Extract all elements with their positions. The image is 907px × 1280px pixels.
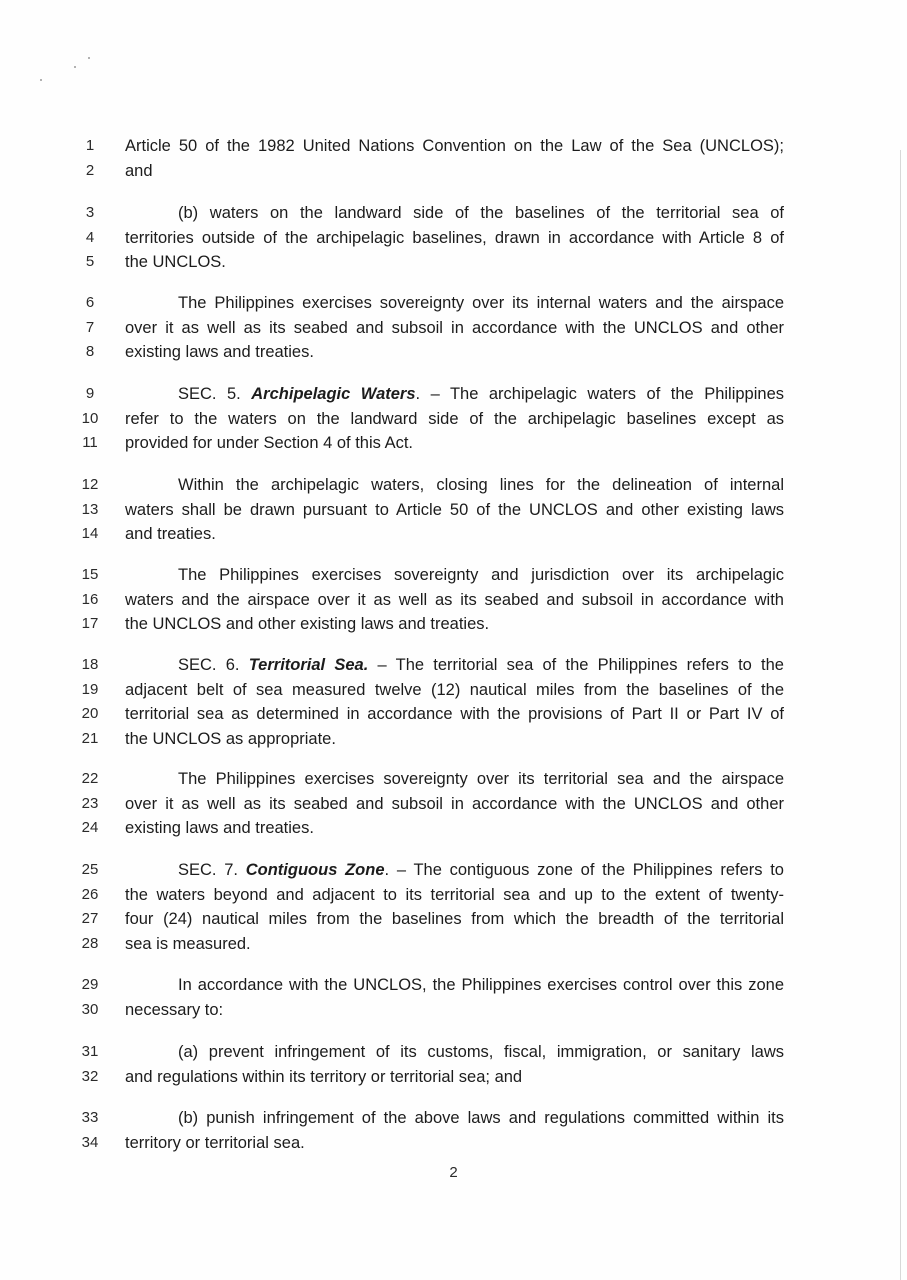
text-line (0, 767, 907, 792)
line-number: 3 (85, 204, 95, 221)
line-text: In accordance with the UNCLOS, the Philippines exercises control over this zone (178, 976, 784, 994)
line-number: 33 (81, 1109, 99, 1126)
line-number: 29 (81, 976, 99, 993)
line-text: territories outside of the archipelagic baselines, drawn in accordance with Article 8 of (125, 228, 784, 247)
line-number: 9 (85, 385, 95, 402)
line-text: waters shall be drawn pursuant to Article 50 of the UNCLOS and other existing laws (125, 500, 784, 519)
paragraph (0, 858, 907, 956)
line-text: the UNCLOS as appropriate. (125, 729, 336, 748)
line-number: 11 (82, 434, 98, 451)
text-line (0, 1131, 907, 1156)
scan-speck (88, 57, 90, 59)
line-number: 27 (81, 910, 99, 927)
paragraph (0, 473, 907, 547)
line-number: 23 (81, 794, 99, 812)
section-heading-line (178, 382, 784, 407)
text-line (0, 473, 907, 498)
paragraph (0, 291, 907, 365)
line-text: and regulations within its territory or territorial sea; and (125, 1067, 523, 1086)
paragraph (0, 653, 907, 751)
text-line (0, 563, 907, 588)
section-text: . – The archipelagic waters of the Philippines (415, 385, 784, 403)
line-text: The Philippines exercises sovereignty over its territorial sea and the airspace (178, 770, 784, 788)
paragraph (0, 134, 907, 183)
text-line (0, 250, 907, 275)
line-number: 13 (81, 500, 99, 518)
text-line (0, 226, 907, 251)
scan-speck (74, 66, 76, 68)
section-label: SEC. 6. (178, 656, 249, 674)
line-text: waters and the airspace over it as well as its seabed and subsoil in accordance with (125, 590, 784, 609)
line-number: 21 (81, 729, 99, 747)
text-line (0, 883, 907, 908)
text-line (0, 858, 907, 883)
line-number: 6 (85, 294, 95, 311)
text-line (0, 612, 907, 637)
line-text: adjacent belt of sea measured twelve (12) nautical miles from the baselines of the (125, 680, 784, 699)
line-number: 8 (85, 343, 95, 360)
text-line (0, 792, 907, 817)
line-text: and (125, 161, 153, 180)
line-number: 26 (81, 885, 99, 903)
line-text: provided for under Section 4 of this Act. (125, 434, 414, 452)
line-number: 18 (81, 656, 99, 673)
line-text: the UNCLOS. (125, 253, 226, 271)
page-number: 2 (449, 1164, 458, 1181)
line-number: 16 (81, 590, 99, 608)
line-number: 5 (85, 253, 95, 270)
line-number: 32 (81, 1067, 99, 1085)
text-line (0, 678, 907, 703)
line-number: 30 (81, 1000, 99, 1018)
line-text: necessary to: (125, 1000, 224, 1019)
line-text: sea is measured. (125, 934, 251, 953)
line-number: 10 (81, 409, 99, 427)
section-text: . – The contiguous zone of the Philippines refers to (384, 861, 784, 879)
line-number: 7 (85, 318, 95, 336)
line-number: 24 (81, 819, 99, 836)
paragraph (0, 201, 907, 275)
line-number: 34 (81, 1133, 99, 1151)
line-text: the UNCLOS and other existing laws and treaties. (125, 615, 490, 633)
text-line (0, 932, 907, 957)
text-line (0, 588, 907, 613)
text-line (0, 727, 907, 752)
line-text: (b) waters on the landward side of the baselines of the territorial sea of (178, 204, 784, 222)
section-title: Contiguous Zone (245, 861, 385, 879)
text-line (0, 159, 907, 184)
line-text: refer to the waters on the landward side of the archipelagic baselines except as (125, 409, 784, 428)
paragraph (0, 382, 907, 456)
line-number: 25 (81, 861, 99, 878)
text-line (0, 816, 907, 841)
text-line (0, 702, 907, 727)
line-text: territorial sea as determined in accordance with the provisions of Part II or Part IV of (125, 705, 784, 723)
line-text: four (24) nautical miles from the baselines from which the breadth of the territorial (125, 910, 784, 928)
line-number: 14 (81, 525, 99, 542)
text-line (0, 653, 907, 678)
line-number: 22 (81, 770, 99, 787)
line-text: Article 50 of the 1982 United Nations Convention on the Law of the Sea (UNCLOS); (125, 137, 784, 155)
line-number: 17 (81, 615, 99, 632)
text-line (0, 498, 907, 523)
text-line (0, 316, 907, 341)
line-text: existing laws and treaties. (125, 343, 314, 361)
section-label: SEC. 5. (178, 385, 252, 403)
line-number: 4 (85, 228, 95, 246)
text-line (0, 431, 907, 456)
section-heading-line (178, 858, 784, 883)
line-text: over it as well as its seabed and subsoil in accordance with the UNCLOS and other (125, 794, 784, 813)
section-text: – The territorial sea of the Philippines refers to the (368, 656, 784, 674)
line-text: territory or territorial sea. (125, 1133, 305, 1152)
line-text: The Philippines exercises sovereignty over its internal waters and the airspace (178, 294, 784, 312)
text-line (0, 1040, 907, 1065)
paragraph (0, 1106, 907, 1155)
line-number: 31 (81, 1043, 99, 1060)
text-line (0, 1106, 907, 1131)
section-title: Archipelagic Waters (251, 385, 416, 403)
text-line (0, 340, 907, 365)
line-text: (a) prevent infringement of its customs, fiscal, immigration, or sanitary laws (178, 1043, 784, 1061)
line-number: 15 (81, 566, 99, 583)
section-heading-line (178, 653, 784, 678)
line-text: (b) punish infringement of the above laws and regulations committed within its (178, 1109, 784, 1127)
text-line (0, 522, 907, 547)
section-label: SEC. 7. (178, 861, 246, 879)
text-line (0, 1065, 907, 1090)
line-number: 1 (85, 137, 95, 154)
line-number: 2 (85, 161, 95, 179)
line-number: 12 (81, 476, 99, 493)
text-line (0, 134, 907, 159)
paragraph (0, 1040, 907, 1089)
text-line (0, 407, 907, 432)
section-title: Territorial Sea. (248, 656, 369, 674)
text-line (0, 382, 907, 407)
paragraph (0, 767, 907, 841)
text-line (0, 998, 907, 1023)
text-line (0, 907, 907, 932)
text-line (0, 973, 907, 998)
line-text: the waters beyond and adjacent to its territorial sea and up to the extent of twenty- (125, 885, 784, 904)
paragraph (0, 563, 907, 637)
line-text: Within the archipelagic waters, closing lines for the delineation of internal (178, 476, 784, 494)
line-number: 20 (81, 705, 99, 722)
line-text: and treaties. (125, 525, 216, 543)
line-text: existing laws and treaties. (125, 819, 314, 837)
line-number: 28 (81, 934, 99, 952)
text-line (0, 201, 907, 226)
text-line (0, 291, 907, 316)
line-text: The Philippines exercises sovereignty and jurisdiction over its archipelagic (178, 566, 784, 584)
line-number: 19 (81, 680, 99, 698)
scan-speck (40, 79, 42, 81)
line-text: over it as well as its seabed and subsoil in accordance with the UNCLOS and other (125, 318, 784, 337)
paragraph (0, 973, 907, 1022)
